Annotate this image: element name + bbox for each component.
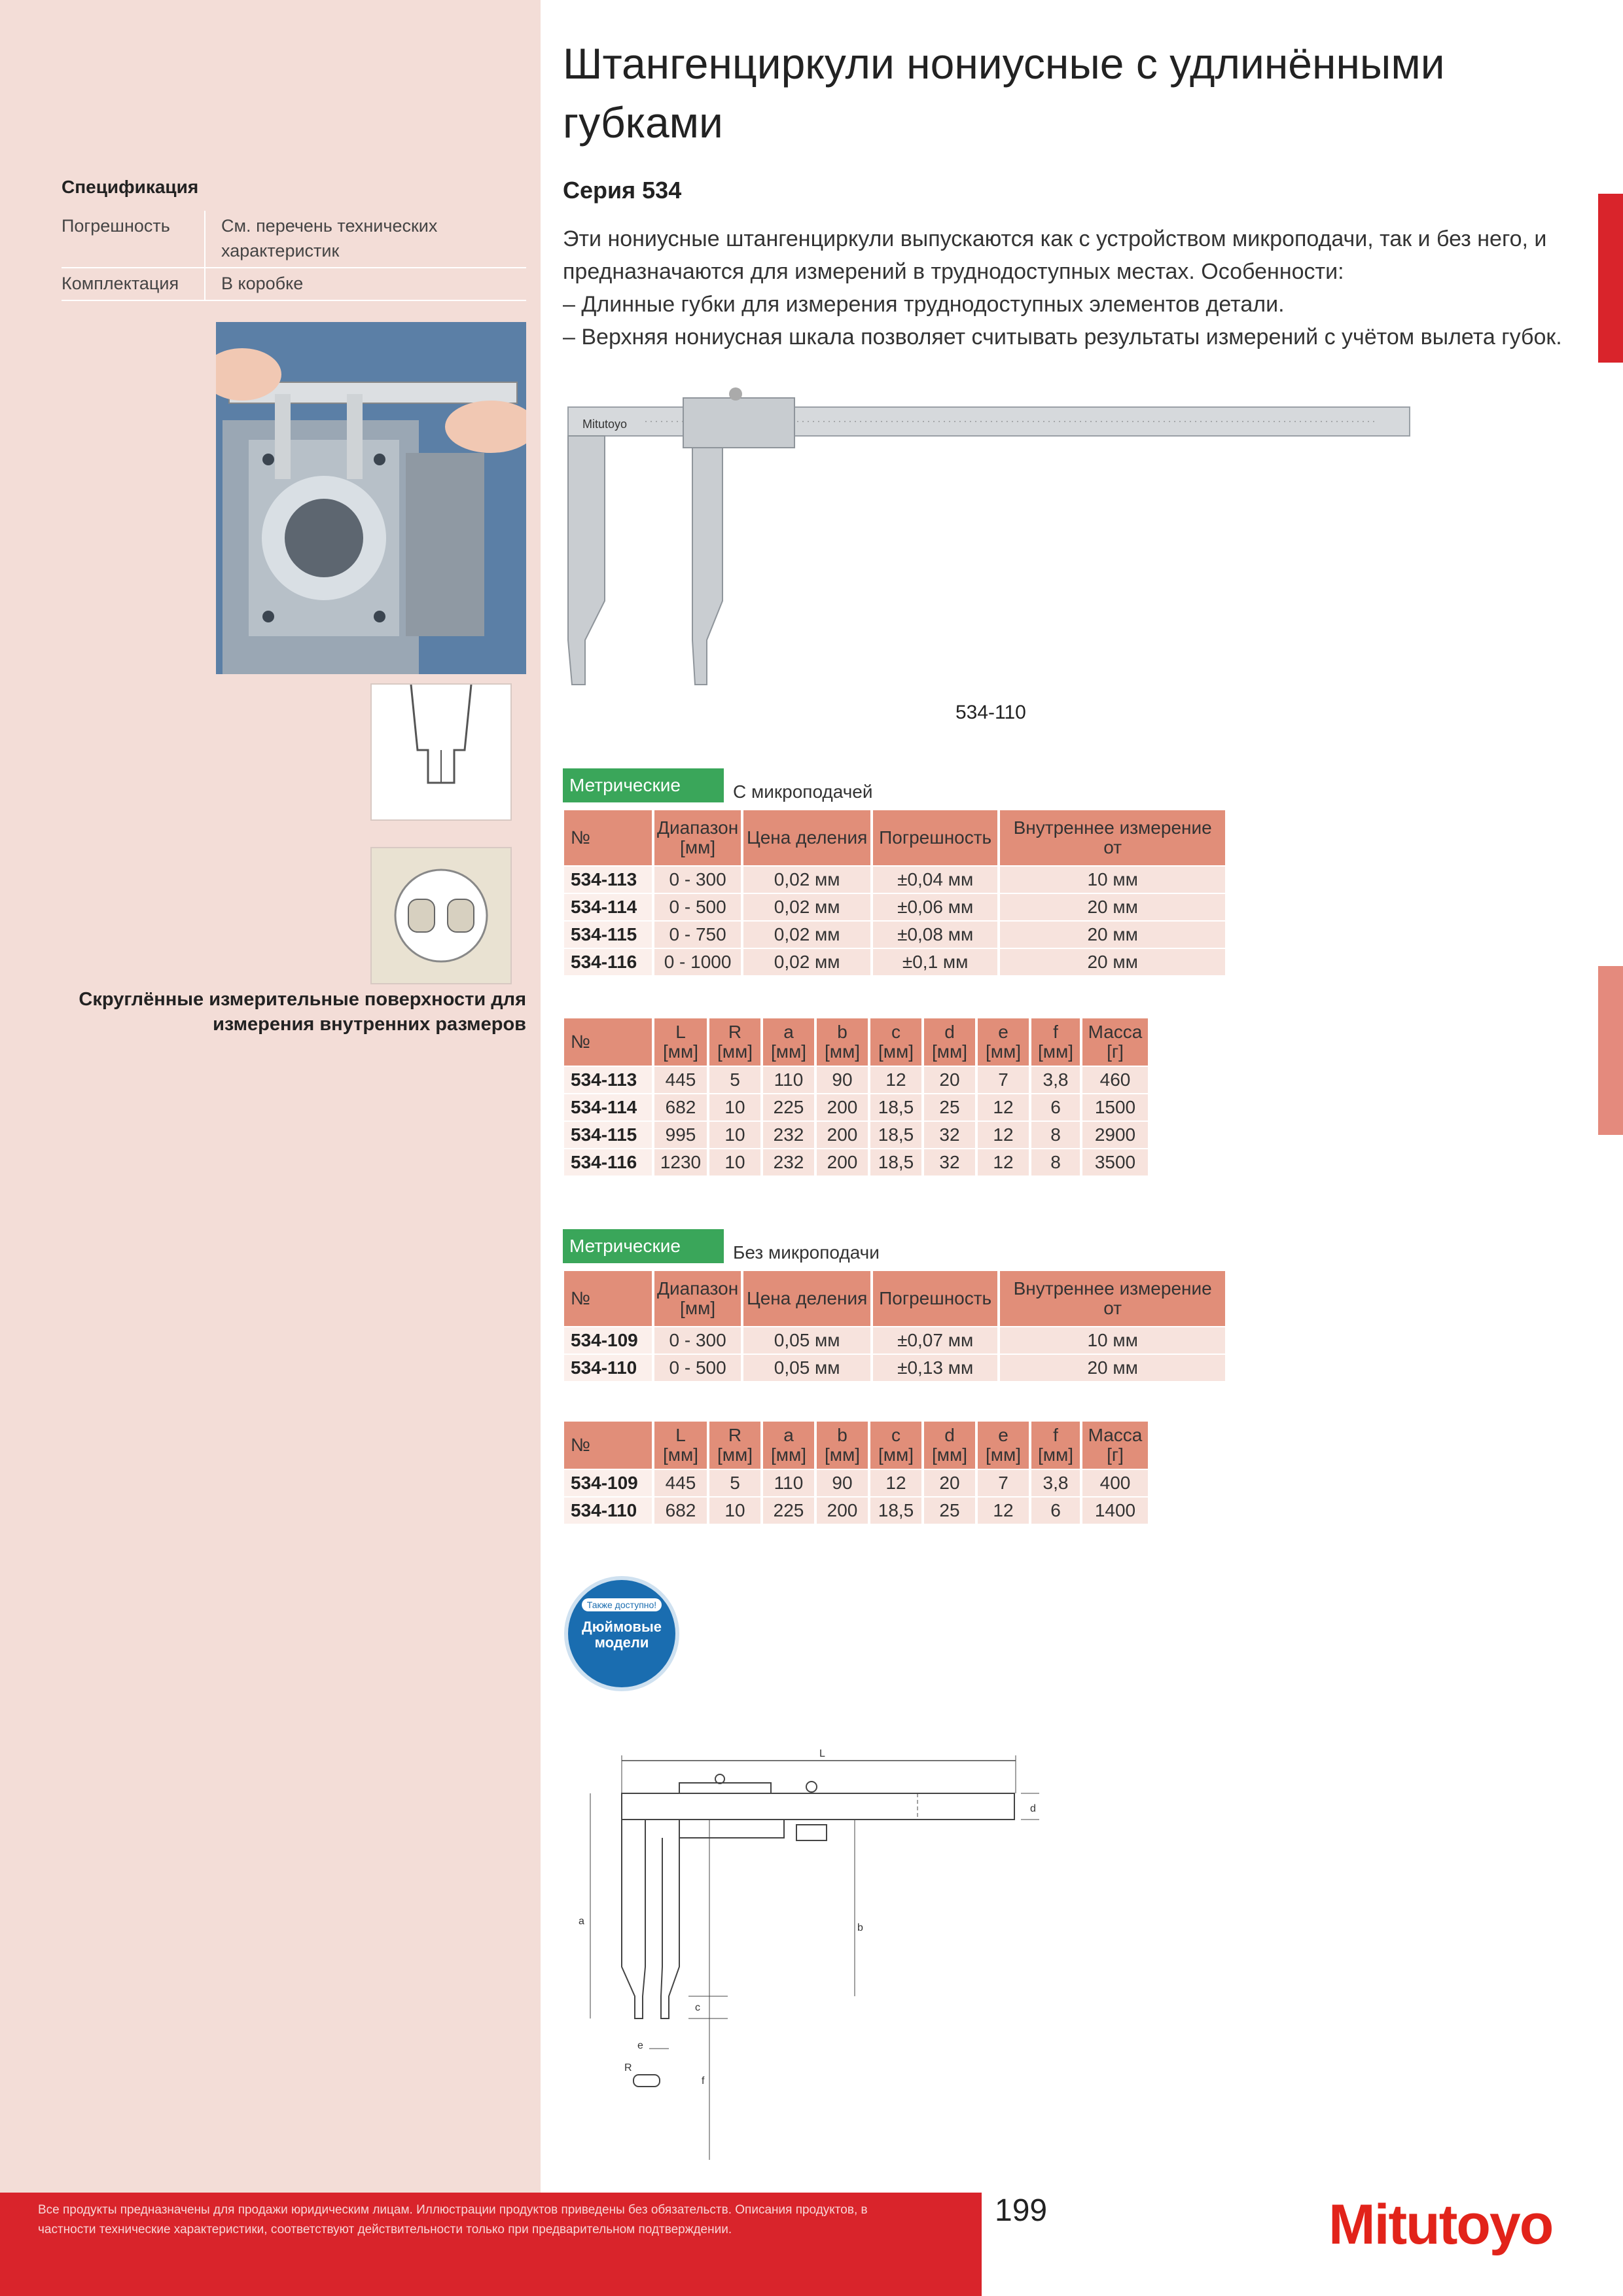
cell: 20 мм (1000, 949, 1225, 975)
col-header: b [мм] (817, 1422, 868, 1469)
spec-table (62, 211, 526, 301)
spec-table-2a (562, 1270, 1228, 1382)
spec-value (205, 211, 526, 268)
col-header: c [мм] (870, 1422, 921, 1469)
col-header-inner: Внутреннее измерение от (1000, 810, 1225, 865)
table-row (564, 949, 1225, 975)
spec-row (62, 211, 526, 268)
col-header: L [мм] (654, 1422, 707, 1469)
series-label: Серия 534 (563, 177, 682, 204)
table-header-row (564, 1422, 1148, 1469)
col-header: Масса [г] (1082, 1422, 1148, 1469)
intro-text (563, 223, 1584, 353)
table-row (564, 867, 1225, 893)
col-header-range: Диапазон [мм] (654, 1271, 741, 1326)
table-row (564, 894, 1225, 920)
title-line-1: Штангенциркули нониусные с удлинёнными (563, 39, 1445, 88)
cell: ±0,08 мм (873, 922, 997, 948)
caliper-product-image (567, 378, 1412, 692)
badge-top-text: Также доступно! (582, 1598, 662, 1611)
spec-key: Комплектация (62, 268, 205, 300)
col-header-accuracy: Погрешность (873, 810, 997, 865)
spec-row (62, 268, 526, 300)
table-row (564, 922, 1225, 948)
product-brand-mark: Mitutoyo (582, 418, 628, 431)
page-title (563, 34, 1544, 152)
dim-label-b: b (857, 1922, 863, 1933)
col-header: b [мм] (817, 1018, 868, 1066)
dim-label-d: d (1030, 1803, 1036, 1814)
section-subhead: Без микроподачи (733, 1242, 880, 1263)
col-header: f [мм] (1031, 1422, 1080, 1469)
table-row: 534-115 995 10 232 200 18,5 32 12 8 2900 (564, 1122, 1148, 1148)
intro-line: предназначаются для измерений в труднодоступных местах. Особенности: (563, 259, 1344, 284)
col-header: c [мм] (870, 1018, 921, 1066)
caption-line: измерения внутренних размеров (213, 1014, 526, 1035)
footer-disclaimer: Все продукты предназначены для продажи юридическим лицам. Иллюстрации продуктов приведены без обязательств. Описания продуктов, в частности технические характеристики, соответствуют действительности только при предварительном подтверждении. (38, 2203, 868, 2236)
col-header: f [мм] (1031, 1018, 1080, 1066)
col-header: R [мм] (709, 1018, 760, 1066)
jaw-tip-detail (370, 683, 512, 821)
col-header-no: № (564, 1271, 652, 1326)
dimension-drawing (564, 1741, 1048, 2160)
col-header-range: Диапазон [мм] (654, 810, 741, 865)
table-row: 534-116 1230 10 232 200 18,5 32 12 8 3500 (564, 1149, 1148, 1175)
metric-badge: Метрические (563, 768, 724, 802)
product-image-label: 534-110 (955, 702, 1026, 723)
table-row: 534-109 445 5 110 90 12 20 7 3,8 400 (564, 1470, 1148, 1496)
spec-table-1b (562, 1017, 1150, 1177)
dim-label-a: a (579, 1916, 584, 1927)
cell: 0,02 мм (743, 949, 870, 975)
cell: 534-113 (564, 867, 652, 893)
table-row: 534-113 445 5 110 90 12 20 7 3,8 460 (564, 1067, 1148, 1093)
col-header: e [мм] (978, 1018, 1029, 1066)
metric-badge: Метрические (563, 1229, 724, 1263)
table-row: 534-110 682 10 225 200 18,5 25 12 6 1400 (564, 1498, 1148, 1524)
col-header-division: Цена деления (743, 810, 870, 865)
spec-key: Погрешность (62, 211, 205, 268)
cell: 10 мм (1000, 867, 1225, 893)
col-header: a [мм] (763, 1422, 814, 1469)
col-header: L [мм] (654, 1018, 707, 1066)
spec-table-1a (562, 809, 1228, 977)
badge-main-text: Дюймовые модели (582, 1619, 662, 1651)
cell: ±0,04 мм (873, 867, 997, 893)
table-row: 534-109 0 - 300 0,05 мм ±0,07 мм 10 мм (564, 1327, 1225, 1354)
caption-line: Скруглённые измерительные поверхности для (79, 989, 526, 1010)
cell: 0 - 500 (654, 894, 741, 920)
col-header: e [мм] (978, 1422, 1029, 1469)
intro-line: – Верхняя нониусная шкала позволяет считывать результаты измерений с учётом вылета губок. (563, 325, 1562, 350)
cell: 20 мм (1000, 894, 1225, 920)
spec-value-line: характеристик (221, 241, 340, 260)
cell: ±0,06 мм (873, 894, 997, 920)
col-header-inner: Внутреннее измерение от (1000, 1271, 1225, 1326)
cell: 0 - 1000 (654, 949, 741, 975)
col-header-no: № (564, 810, 652, 865)
cell: 534-116 (564, 949, 652, 975)
table-row: 534-114 682 10 225 200 18,5 25 12 6 1500 (564, 1094, 1148, 1121)
col-header: № (564, 1018, 652, 1066)
intro-line: Эти нониусные штангенциркули выпускаются как с устройством микроподачи, так и без него, и (563, 226, 1547, 251)
round-surface-detail (370, 847, 512, 984)
dim-label-f: f (702, 2075, 705, 2087)
inch-models-badge (564, 1576, 679, 1691)
detail-caption (65, 987, 526, 1037)
cell: 0,02 мм (743, 867, 870, 893)
table-row: 534-110 0 - 500 0,05 мм ±0,13 мм 20 мм (564, 1355, 1225, 1381)
dim-label-R: R (624, 2062, 632, 2073)
dim-label-e: e (637, 2040, 643, 2051)
title-line-2: губками (563, 98, 723, 147)
col-header-division: Цена деления (743, 1271, 870, 1326)
page-number: 199 (995, 2193, 1048, 2228)
dim-label-c: c (695, 2002, 700, 2013)
cell: 0,02 мм (743, 894, 870, 920)
table-header-row (564, 1271, 1225, 1326)
col-header: R [мм] (709, 1422, 760, 1469)
spec-table-2b (562, 1420, 1150, 1525)
cell: 0 - 300 (654, 867, 741, 893)
table-header-row (564, 1018, 1148, 1066)
brand-logo: Mitutoyo (1329, 2193, 1553, 2256)
col-header: a [мм] (763, 1018, 814, 1066)
chapter-tab-marker (1598, 194, 1623, 363)
cell: 0 - 750 (654, 922, 741, 948)
cell: ±0,1 мм (873, 949, 997, 975)
cell: 534-115 (564, 922, 652, 948)
col-header: d [мм] (924, 1018, 975, 1066)
col-header: № (564, 1422, 652, 1469)
dim-label-L: L (819, 1748, 825, 1759)
intro-line: – Длинные губки для измерения труднодоступных элементов детали. (563, 292, 1285, 317)
col-header: d [мм] (924, 1422, 975, 1469)
col-header-accuracy: Погрешность (873, 1271, 997, 1326)
table-header-row (564, 810, 1225, 865)
chapter-tab-marker-secondary (1598, 966, 1623, 1135)
spec-heading: Спецификация (62, 177, 199, 197)
cell: 0,02 мм (743, 922, 870, 948)
spec-value-line: См. перечень технических (221, 216, 438, 236)
spec-value: В коробке (205, 268, 526, 300)
application-photo (216, 322, 526, 674)
section-subhead: С микроподачей (733, 781, 873, 802)
col-header: Масса [г] (1082, 1018, 1148, 1066)
cell: 534-114 (564, 894, 652, 920)
cell: 20 мм (1000, 922, 1225, 948)
